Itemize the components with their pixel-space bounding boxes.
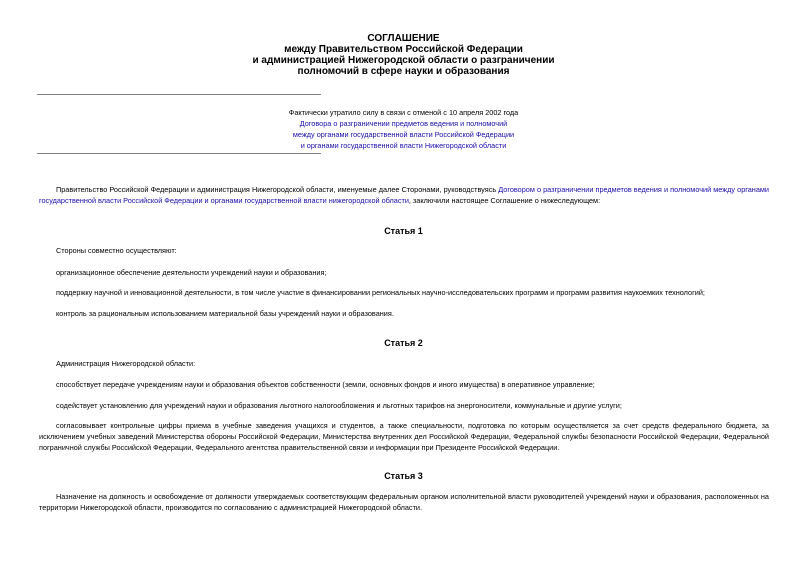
article-2-paragraph: способствует передаче учреждениям науки и образования объектов собственности (земли, основных фондов и иного имущества) в оперативное управление;: [56, 380, 595, 389]
title-line: между Правительством Российской Федерации: [284, 44, 523, 55]
title-line: СОГЛАШЕНИЕ: [367, 33, 440, 44]
title-line: и администрацией Нижегородской области о разграничении: [252, 55, 555, 66]
preamble-text: Правительство Российской Федерации и администрация Нижегородской области, именуемые далее Сторонами, руководствуясь: [56, 185, 499, 194]
status-note: [0, 107, 807, 151]
article-1-heading: Статья 1: [384, 226, 423, 236]
treaty-link[interactable]: Договора о разграничении предметов ведения и полномочий: [299, 119, 508, 128]
article-1-paragraph: Стороны совместно осуществляют:: [56, 246, 177, 255]
preamble-text-end: , заключили настоящее Соглашение о нижеследующем:: [408, 196, 601, 205]
divider-bottom: [37, 153, 321, 154]
divider-top: [37, 94, 321, 95]
article-2-heading: Статья 2: [384, 338, 423, 348]
article-2-paragraph: согласовывает контрольные цифры приема в учебные заведения учащихся и студентов, а также специальности, подготовка по которым осуществляется за счет средств федерального бюджета, за исключением учебных заведений Министерства обороны Российской Федерации, Министерства внутренних дел Российской Федерации, Федеральной службы безопасности Российской Федерации, Федеральной пограничной службы Российской Федерации, Федерального агентства правительственной связи и информации при Президенте Российской Федерации.: [39, 421, 769, 452]
treaty-link[interactable]: и органами государственной власти Нижегородской области: [300, 141, 507, 150]
article-2-paragraph: содействует установлению для учреждений науки и образования льготного налогообложения и льготных тарифов на энергоносители, коммунальные и другие услуги;: [56, 401, 622, 410]
article-1-paragraph: контроль за рациональным использованием материальной базы учреждений науки и образования.: [56, 309, 394, 318]
status-note-text: Фактически утратило силу в связи с отменой с 10 апреля 2002 года: [288, 108, 519, 117]
article-1-paragraph: организационное обеспечение деятельности учреждений науки и образования;: [56, 268, 327, 277]
article-3-paragraph: Назначение на должность и освобождение от должности утверждаемых соответствующим федеральным органом исполнительной власти руководителей учреждений науки и образования, расположенных на территории Нижегородской области, производится по согласованию с администрацией Нижегородской области.: [39, 492, 769, 512]
article-2-paragraph: Администрация Нижегородской области:: [56, 359, 196, 368]
preamble-treaty-link[interactable]: Договором о разграничении предметов ведения и полномочий между органами государственной власти Российской Федерации и органами государственной власти нижегородской области: [39, 185, 769, 205]
article-1-paragraph: поддержку научной и инновационной деятельности, в том числе участие в финансировании региональных научно-исследовательских программ и программ развития наукоемких технологий;: [56, 288, 705, 297]
treaty-link[interactable]: между органами государственной власти Российской Федерации: [292, 130, 515, 139]
article-3-heading: Статья 3: [384, 471, 423, 481]
document-title: [0, 33, 807, 77]
preamble-paragraph: [39, 184, 769, 206]
title-line: полномочий в сфере науки и образования: [297, 66, 510, 77]
